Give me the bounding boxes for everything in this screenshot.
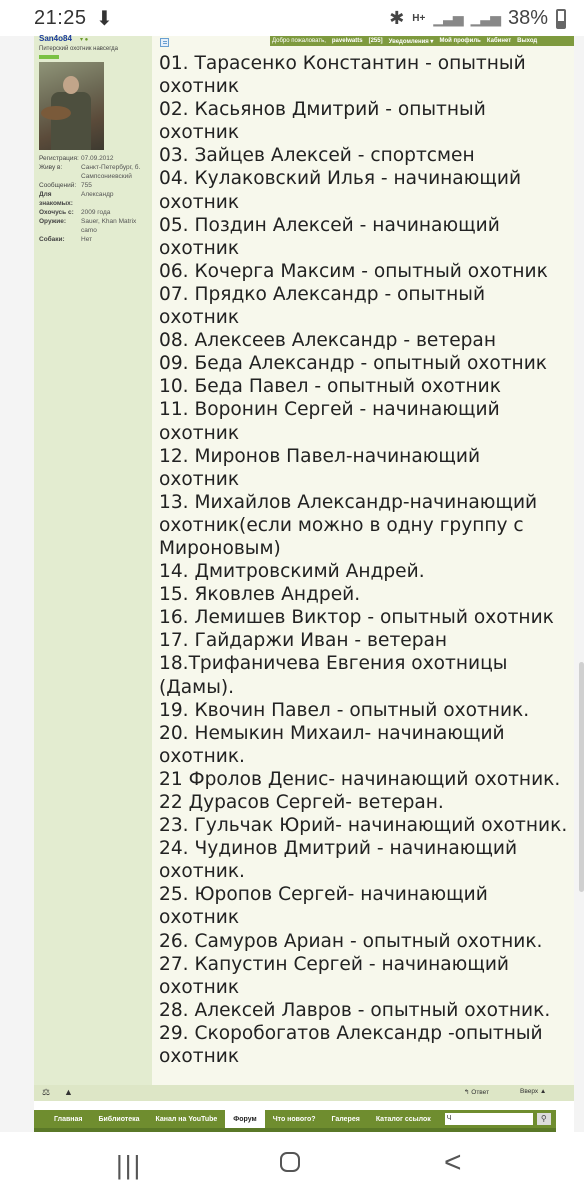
nav-item[interactable]: Каталог ссылок — [375, 1115, 431, 1123]
home-icon[interactable] — [280, 1152, 300, 1172]
post-line: охотник — [159, 122, 240, 144]
post-line: 03. Зайцев Алексей - спортсмен — [159, 145, 475, 167]
status-icons — [389, 7, 566, 30]
post-line: 23. Гульчак Юрий- начинающий охотник. — [159, 815, 568, 837]
signal-icon: ▁▃▅ — [433, 10, 463, 26]
post-line: охотник — [159, 76, 240, 98]
search-icon[interactable]: ⚲ — [537, 1113, 551, 1125]
post-line: 24. Чудинов Дмитрий - начинающий — [159, 838, 518, 860]
site-nav — [34, 1110, 556, 1128]
author-field-key: Для знакомых: — [39, 191, 73, 207]
author-field-key: Регистрация: — [39, 155, 79, 162]
post-line: 18.Трифаничева Евгения охотницы — [159, 653, 508, 675]
scrollbar[interactable] — [579, 662, 584, 892]
android-nav-bar — [0, 1132, 584, 1200]
status-bar — [0, 0, 584, 36]
post-line: 21 Фролов Денис- начинающий охотник. — [159, 768, 561, 790]
author-field — [39, 190, 151, 208]
post-line: 20. Немыкин Михаил- начинающий — [159, 722, 505, 744]
nav-item[interactable]: Канал на YouTube — [155, 1115, 218, 1123]
post-line: 01. Тарасенко Константин - опытный — [159, 53, 526, 74]
post-line: охотник. — [159, 861, 245, 883]
author-status: Питерский охотник навсегда — [39, 46, 118, 52]
avatar[interactable] — [39, 62, 104, 150]
battery-percent: 38% — [507, 7, 548, 29]
author-field — [39, 208, 151, 217]
post-line: 16. Лемишев Виктор - опытный охотник — [159, 607, 554, 629]
nav-item[interactable]: Главная — [54, 1115, 83, 1123]
scroll-up-button[interactable]: Вверх ▲ — [520, 1088, 547, 1095]
post-line: охотник. — [159, 745, 245, 767]
post-line: охотник — [159, 237, 240, 259]
post-line: 29. Скоробогатов Александр -опытный — [159, 1022, 543, 1044]
post-line: охотник — [159, 907, 240, 929]
notifications-menu[interactable]: Уведомления ▾ — [388, 38, 434, 45]
post-line: 25. Юропов Сергей- начинающий — [159, 884, 488, 906]
author-field-value: Санкт-Петербург, б. Сампсониевский — [81, 164, 141, 180]
post-line: (Дамы). — [159, 676, 235, 698]
post-line: охотник — [159, 1046, 240, 1068]
post-line: 17. Гайдаржи Иван - ветеран — [159, 630, 448, 652]
post-line: охотник — [159, 307, 240, 329]
post-author-panel — [34, 36, 152, 1086]
author-field-key: Живу в: — [39, 164, 63, 171]
author-field-key: Собаки: — [39, 236, 65, 243]
scales-icon[interactable]: ⚖ — [42, 1087, 51, 1097]
post-content — [159, 52, 571, 1068]
recent-apps-icon[interactable]: ||| — [116, 1150, 143, 1180]
signal-icon-2: ▁▃▅ — [470, 10, 500, 26]
avatar-bird — [41, 106, 71, 120]
author-username[interactable]: San4o84 — [39, 34, 72, 43]
post-line: 10. Беда Павел - опытный охотник — [159, 376, 501, 398]
nav-item[interactable]: Галерея — [331, 1115, 360, 1123]
logout-link[interactable]: Выход — [517, 38, 538, 44]
author-field-value: 755 — [81, 182, 92, 189]
author-field — [39, 217, 151, 235]
post-line: 07. Прядко Александр - опытный — [159, 283, 486, 305]
user-toolbar — [270, 36, 574, 46]
forum-page — [0, 36, 584, 1132]
nav-item[interactable]: Форум — [225, 1110, 264, 1128]
search-input[interactable]: Ч — [445, 1113, 533, 1125]
network-type: H+ — [412, 13, 426, 24]
reply-label: Ответ — [471, 1089, 490, 1096]
author-field-key: Сообщений: — [39, 182, 77, 189]
post-line: 28. Алексей Лавров - опытный охотник. — [159, 999, 551, 1021]
author-field-value: Александр — [81, 191, 114, 198]
reply-button[interactable]: ↰ Ответ — [464, 1089, 490, 1096]
report-icon[interactable]: ▲ — [64, 1087, 73, 1097]
post-line: 09. Беда Александр - опытный охотник — [159, 353, 548, 375]
post-footer — [34, 1085, 574, 1101]
author-field-value: 07.09.2012 — [81, 155, 114, 162]
post-line: охотник — [159, 976, 240, 998]
post-icon — [160, 38, 169, 47]
post-line: 04. Кулаковский Илья - начинающий — [159, 168, 522, 190]
post-line: охотник — [159, 422, 240, 444]
notifications-label: Уведомления — [388, 38, 429, 45]
bluetooth-icon: ✱ — [389, 8, 405, 28]
battery-icon — [556, 9, 566, 29]
download-icon: ⬇ — [96, 8, 113, 30]
page-margin-left — [0, 36, 34, 1132]
avatar-head — [63, 76, 79, 94]
post-line: 05. Поздин Алексей - начинающий — [159, 214, 500, 236]
page-margin-right — [574, 36, 584, 1132]
avatar-figure — [51, 92, 91, 150]
post-line: охотник(если можно в одну группу с — [159, 514, 524, 536]
current-user-link[interactable]: pavelwatts — [331, 38, 363, 44]
post-line: 14. Дмитровскимй Андрей. — [159, 561, 425, 583]
nav-item[interactable]: Что нового? — [272, 1115, 316, 1123]
reputation-bar — [39, 55, 59, 59]
author-info — [39, 154, 151, 244]
author-field — [39, 154, 151, 163]
post-line: 02. Касьянов Дмитрий - опытный — [159, 99, 486, 121]
my-profile-link[interactable]: Мой профиль — [439, 38, 481, 44]
post-line: охотник — [159, 191, 240, 213]
post-line: 08. Алексеев Александр - ветеран — [159, 330, 496, 352]
post-line: 22 Дурасов Сергей- ветеран. — [159, 792, 444, 813]
author-field-key: Охочусь с: — [39, 209, 74, 216]
post-line: 13. Михайлов Александр-начинающий — [159, 491, 538, 513]
post-line: охотник — [159, 468, 240, 490]
post-line: 12. Миронов Павел-начинающий — [159, 445, 481, 467]
author-field-value: Sauer, Khan Matrix camo — [81, 218, 137, 234]
author-field-value: Нет — [81, 236, 93, 243]
up-label: Вверх — [520, 1088, 539, 1095]
author-field — [39, 235, 151, 244]
welcome-text: Добро пожаловать, — [272, 38, 326, 44]
post-line: 06. Кочерга Максим - опытный охотник — [159, 260, 548, 282]
post-line: 26. Самуров Ариан - опытный охотник. — [159, 930, 543, 952]
nav-item[interactable]: Библиотека — [98, 1115, 140, 1123]
post-line: 11. Воронин Сергей - начинающий — [159, 399, 500, 421]
message-count[interactable]: [255] — [368, 38, 383, 44]
post-line: 19. Квочин Павел - опытный охотник. — [159, 699, 530, 721]
post-line: 15. Яковлев Андрей. — [159, 584, 361, 606]
author-field — [39, 163, 151, 181]
cabinet-link[interactable]: Кабинет — [486, 38, 512, 44]
post-line: Мироновым) — [159, 537, 281, 559]
post-line: 27. Капустин Сергей - начинающий — [159, 953, 509, 975]
online-indicator-icon: ▾ ● — [80, 37, 89, 43]
author-field-key: Оружие: — [39, 218, 67, 225]
author-field-value: 2009 года — [81, 209, 111, 216]
author-field — [39, 181, 151, 190]
back-icon[interactable]: < — [444, 1146, 462, 1179]
clock: 21:25 — [34, 7, 87, 29]
